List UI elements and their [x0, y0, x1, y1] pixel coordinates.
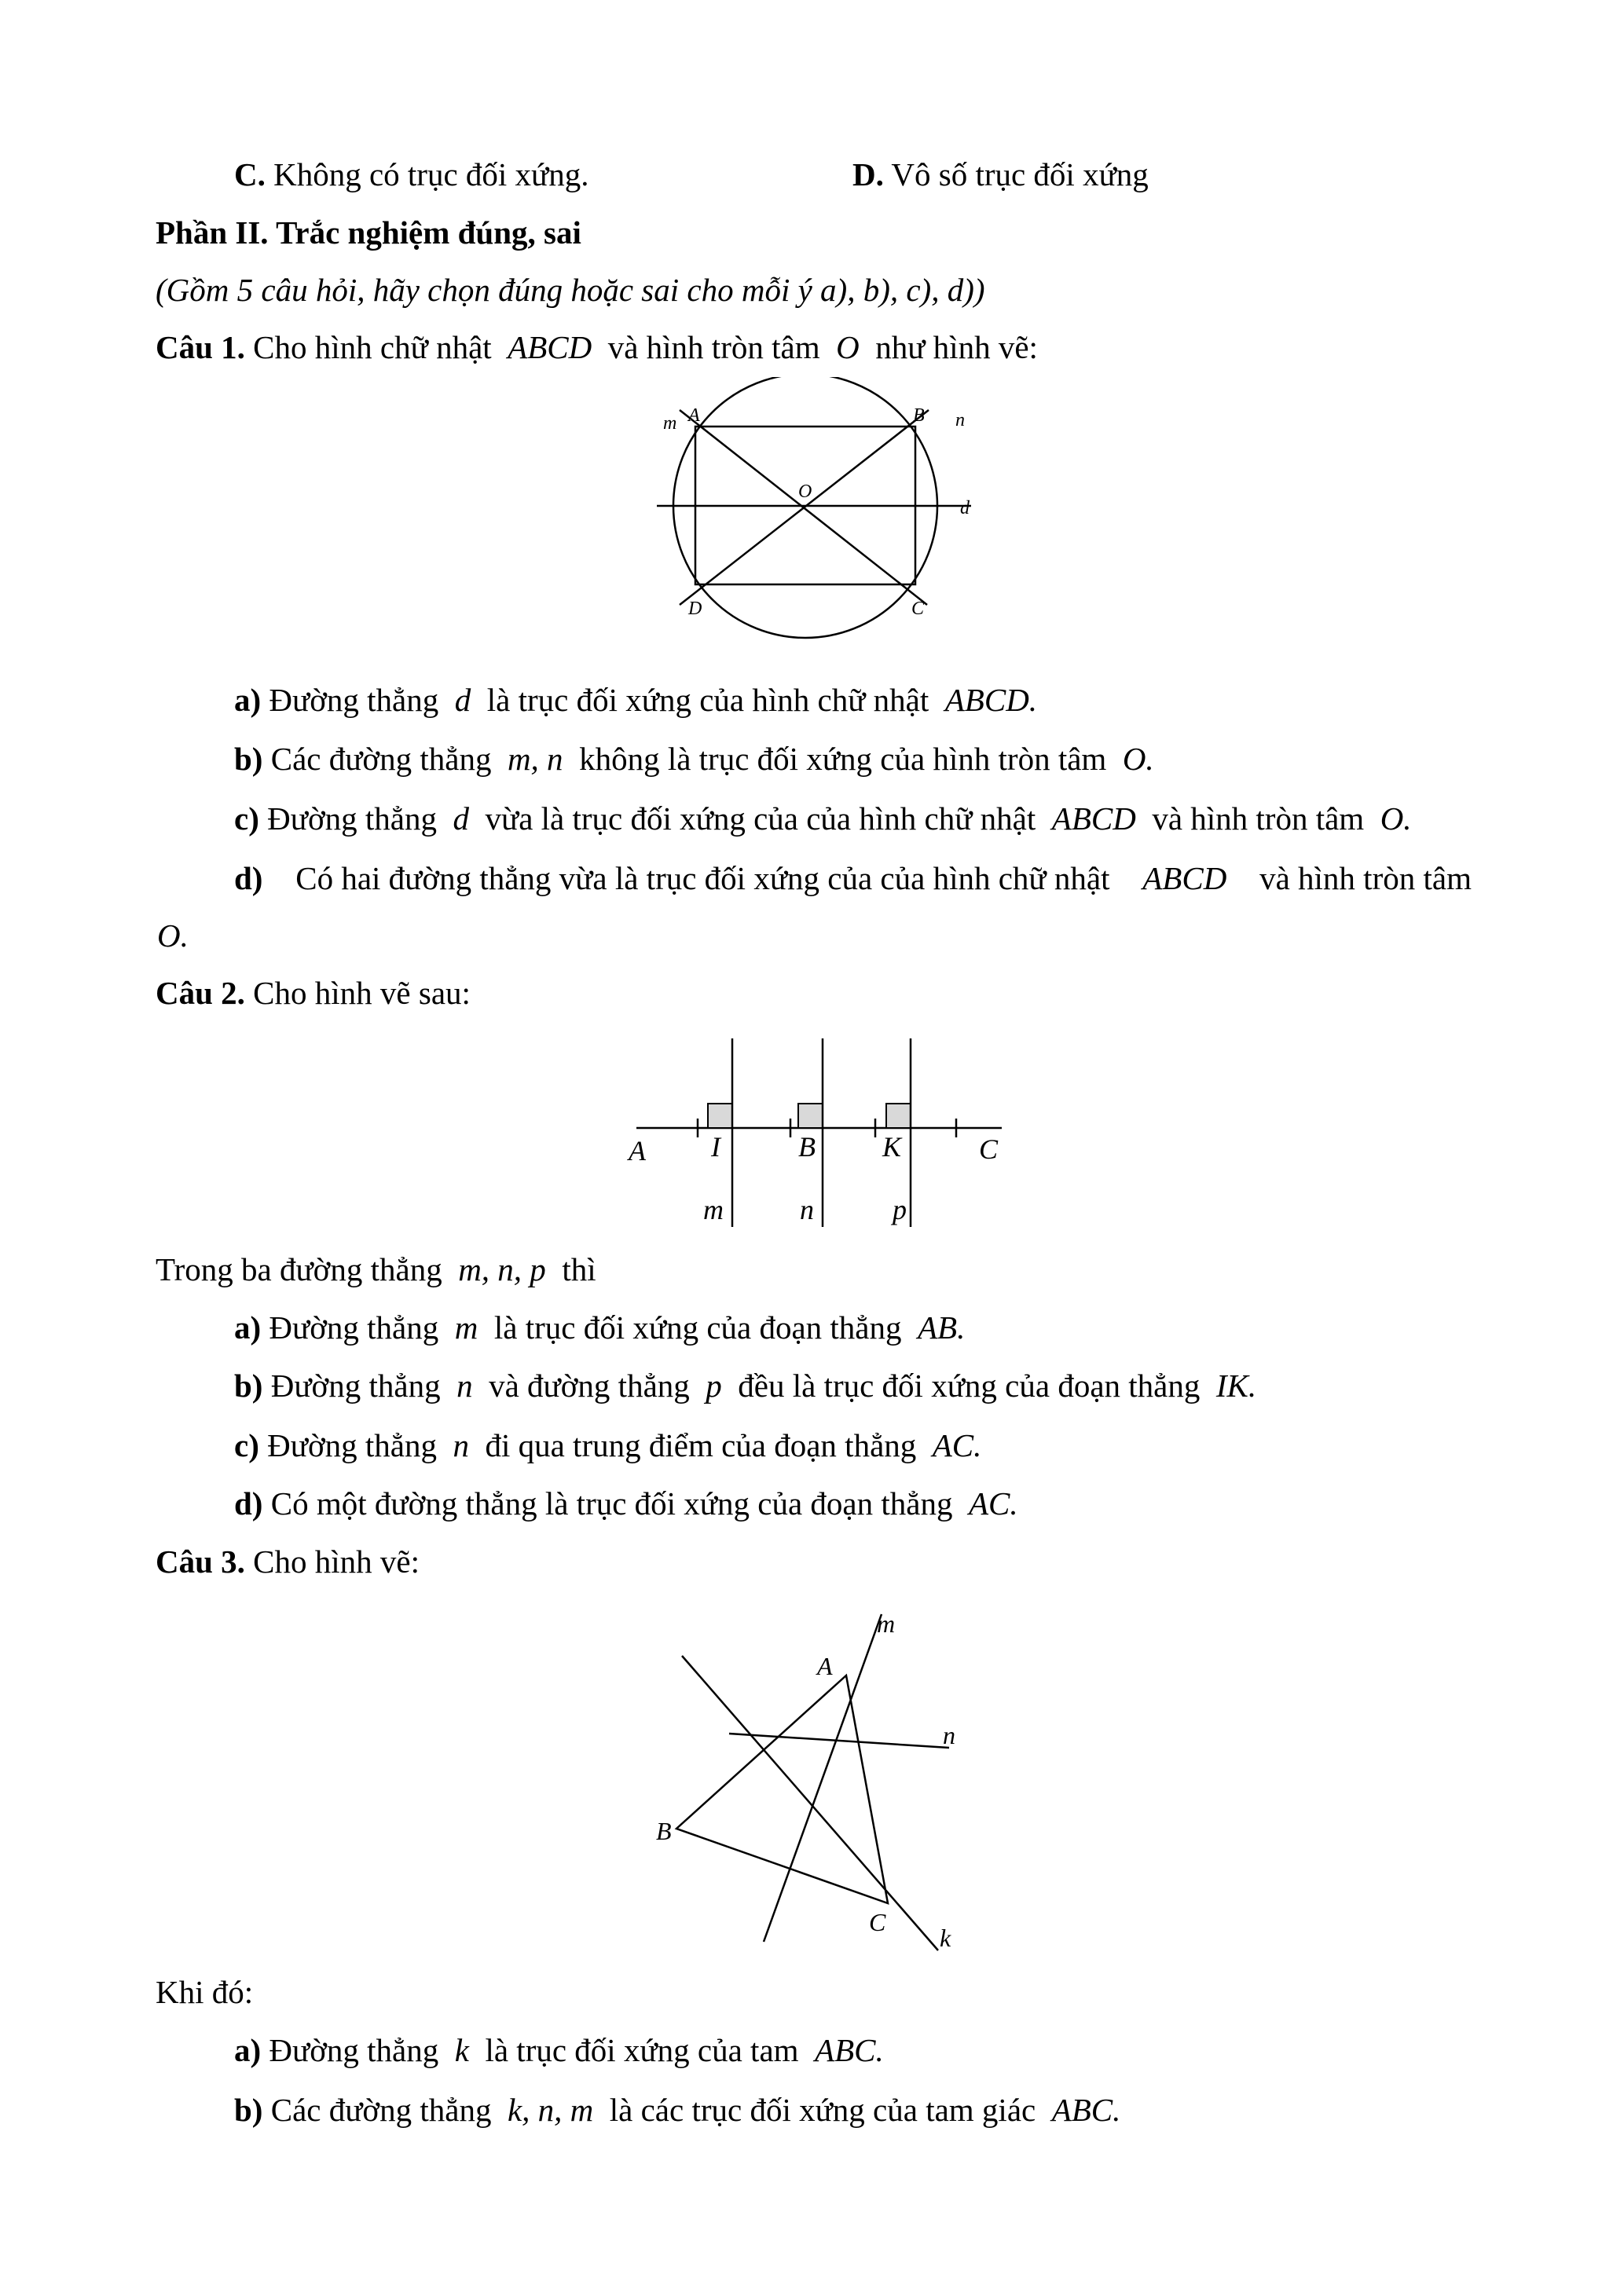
option-d: [852, 154, 1149, 195]
item-var: n: [456, 1368, 473, 1404]
q1-item-c: [234, 798, 1412, 839]
question-1-label: Câu 1.: [156, 329, 245, 365]
right-angle-mark: [798, 1104, 823, 1128]
item-label: d): [234, 1485, 263, 1522]
right-angle-mark: [886, 1104, 911, 1128]
item-text: là trục đối xứng của đoạn thẳng: [493, 1309, 902, 1346]
item-text: đều là trục đối xứng của đoạn thẳng: [738, 1368, 1201, 1404]
item-var: d: [454, 682, 471, 718]
option-d-text: Vô số trục đối xứng: [891, 156, 1149, 192]
q2-item-d: [234, 1483, 1018, 1524]
item-text: và hình tròn tâm: [1152, 800, 1365, 837]
part-title: [156, 212, 581, 253]
item-label: a): [234, 1309, 262, 1346]
item-var: p: [706, 1368, 722, 1404]
label-a: A: [817, 1652, 833, 1680]
item-var: ABC.: [1051, 2092, 1121, 2128]
q1-stem-text: và hình tròn tâm: [607, 329, 820, 365]
item-text: vừa là trục đối xứng của của hình chữ nhật: [485, 800, 1036, 837]
q2-lead-var: m, n, p: [458, 1251, 546, 1287]
item-label: c): [234, 1427, 259, 1463]
question-1-stem: [156, 327, 1038, 368]
option-c: [234, 154, 589, 195]
item-var: k: [454, 2032, 469, 2068]
item-var: O.: [1380, 800, 1412, 837]
item-label: d): [234, 860, 263, 896]
item-label: b): [234, 741, 263, 777]
part-title-text: Phần II. Trắc nghiệm đúng, sai: [156, 214, 581, 251]
q1-stem-var: O: [836, 329, 860, 365]
label-a: A: [629, 1135, 646, 1166]
question-3-stem: [156, 1541, 420, 1582]
item-var: IK.: [1215, 1368, 1257, 1404]
right-angle-mark: [708, 1104, 732, 1128]
triangle-abc: [676, 1675, 888, 1903]
item-text: là trục đối xứng của hình chữ nhật: [486, 682, 929, 718]
label-b: B: [798, 1131, 816, 1163]
label-m: m: [663, 413, 677, 434]
item-text: Có hai đường thẳng vừa là trục đối xứng của của hình chữ nhật: [295, 860, 1110, 896]
q2-lead: [156, 1249, 596, 1290]
item-text: không là trục đối xứng của hình tròn tâm: [579, 741, 1107, 777]
q1-item-d: [234, 858, 1472, 899]
item-label: c): [234, 800, 259, 837]
option-d-label: D.: [852, 156, 884, 192]
item-var: ABCD: [1051, 800, 1136, 837]
item-text: Đường thẳng: [269, 682, 439, 718]
q1-item-b: [234, 738, 1154, 779]
item-text: và đường thẳng: [489, 1368, 690, 1404]
option-c-text: Không có trục đối xứng.: [273, 156, 589, 192]
item-text: Các đường thẳng: [270, 2092, 492, 2128]
item-text: Đường thẳng: [267, 1427, 437, 1463]
item-var: m, n: [507, 741, 563, 777]
label-m: m: [703, 1194, 724, 1225]
item-text: Các đường thẳng: [270, 741, 492, 777]
question-2-stem: [156, 972, 471, 1013]
part-instruction: (Gồm 5 câu hỏi, hãy chọn đúng hoặc sai cho mỗi ý a), b), c), d)): [156, 272, 985, 308]
item-var: ABC.: [815, 2032, 884, 2068]
item-var: ABCD.: [944, 682, 1038, 718]
question-3-label: Câu 3.: [156, 1543, 245, 1580]
option-c-label: C.: [234, 156, 266, 192]
item-text: và hình tròn tâm: [1259, 860, 1472, 896]
item-text: Đường thẳng: [270, 1368, 441, 1404]
label-c: C: [869, 1908, 886, 1936]
question-2-label: Câu 2.: [156, 975, 245, 1011]
item-text: đi qua trung điểm của đoạn thẳng: [485, 1427, 917, 1463]
label-c: C: [911, 599, 925, 619]
item-text: Đường thẳng: [269, 2032, 439, 2068]
label-n: n: [800, 1194, 814, 1225]
label-d-point: D: [688, 599, 702, 619]
item-var: AC.: [968, 1485, 1018, 1522]
q1-item-d-cont: [157, 915, 189, 956]
item-label: b): [234, 1368, 263, 1404]
item-text: Có một đường thẳng là trục đối xứng của đoạn thẳng: [270, 1485, 953, 1522]
q3-item-a: [234, 2030, 884, 2071]
q2-item-c: [234, 1425, 981, 1466]
label-k: K: [882, 1131, 902, 1163]
item-label: a): [234, 2032, 262, 2068]
q1-stem-var: ABCD: [508, 329, 592, 365]
label-c: C: [979, 1133, 999, 1165]
label-n: n: [955, 410, 965, 430]
item-var: m: [454, 1309, 478, 1346]
item-text: là trục đối xứng của tam: [485, 2032, 799, 2068]
item-var: O.: [157, 917, 189, 954]
label-b: B: [656, 1817, 672, 1845]
figure-perpendicular-lines: [613, 1021, 1021, 1233]
label-n: n: [943, 1721, 955, 1749]
q2-stem-text: Cho hình vẽ sau:: [253, 975, 471, 1011]
figure-rectangle-circle: [652, 377, 990, 644]
label-m: m: [877, 1609, 896, 1638]
item-text: Đường thẳng: [269, 1309, 439, 1346]
label-i: I: [711, 1131, 720, 1163]
item-label: a): [234, 682, 262, 718]
q2-lead-text: Trong ba đường thẳng: [156, 1251, 442, 1287]
q2-lead-text: thì: [562, 1251, 596, 1287]
label-d: d: [960, 498, 970, 518]
line-n: [729, 1734, 949, 1748]
item-label: b): [234, 2092, 263, 2128]
q3-item-b: [234, 2089, 1120, 2130]
item-text: Đường thẳng: [267, 800, 437, 837]
item-var: O.: [1122, 741, 1154, 777]
figure-triangle: [629, 1587, 990, 1964]
line-k: [682, 1656, 938, 1950]
label-k: k: [940, 1924, 951, 1952]
q3-stem-text: Cho hình vẽ:: [253, 1543, 420, 1580]
item-var: AC.: [932, 1427, 982, 1463]
label-p: p: [893, 1194, 907, 1225]
item-text: là các trục đối xứng của tam giác: [609, 2092, 1036, 2128]
item-var: AB.: [918, 1309, 966, 1346]
item-var: k, n, m: [507, 2092, 594, 2128]
q1-stem-text: Cho hình chữ nhật: [253, 329, 492, 365]
label-b: B: [913, 405, 925, 426]
item-var: ABCD: [1142, 860, 1227, 896]
item-var: n: [453, 1427, 469, 1463]
q2-item-a: [234, 1307, 965, 1348]
q1-stem-text: như hình vẽ:: [875, 329, 1038, 365]
item-var: d: [453, 800, 469, 837]
q2-item-b: [234, 1365, 1256, 1406]
q3-lead: Khi đó:: [156, 1974, 254, 2010]
label-o: O: [798, 482, 812, 502]
q1-item-a: [234, 679, 1037, 720]
label-a: A: [688, 405, 700, 426]
